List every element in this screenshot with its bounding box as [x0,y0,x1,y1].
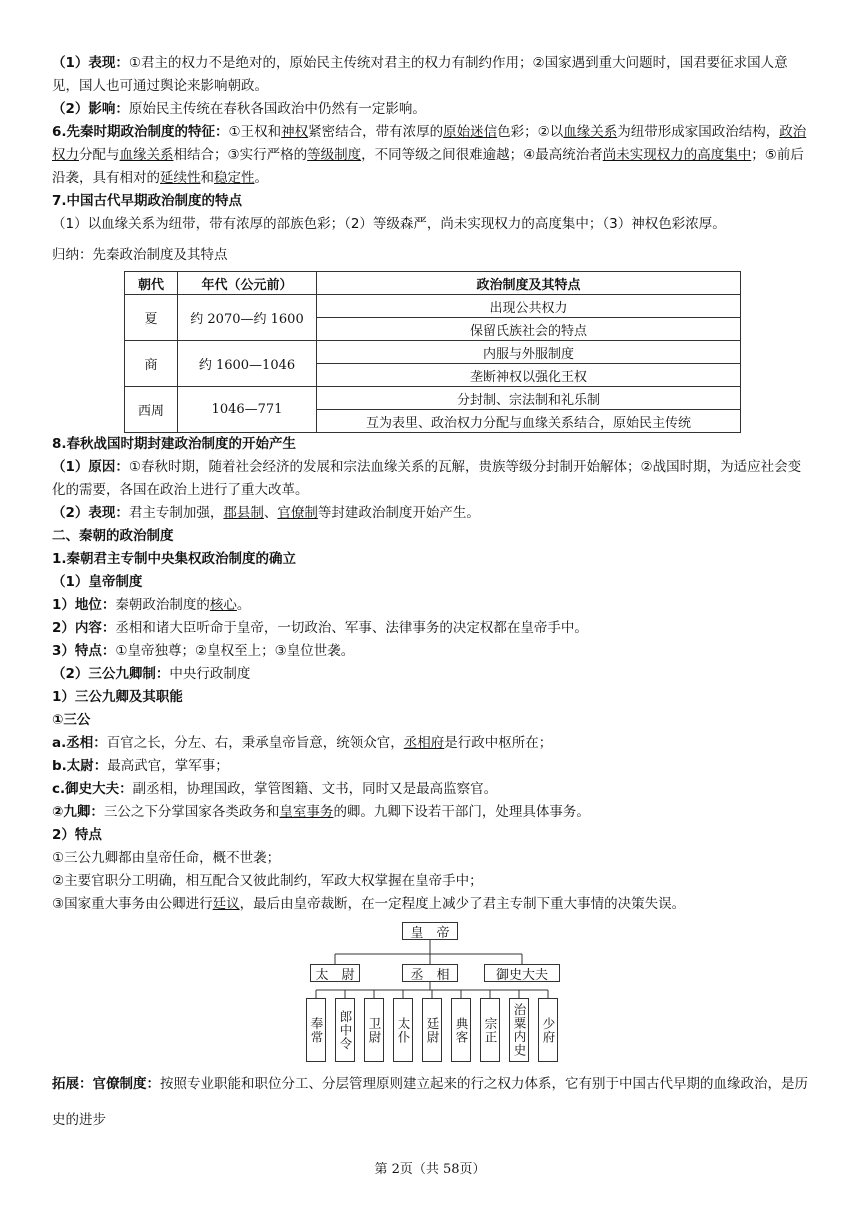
underlined-term: 延续性 [160,170,201,186]
taiwei-label: b.太尉： [52,758,108,774]
performance-paragraph [52,502,812,525]
text-run: 、 [263,505,278,521]
feature-cell: 内服与外服制度 [317,341,741,364]
table-row [125,341,741,364]
cause-text: ①春秋时期，随着社会经济的发展和宗法血缘关系的瓦解，贵族等级分封制开始解体；②战国时期，为适应社会变化的需要，各国在政治上进行了重大改革。 [52,459,802,498]
text-run: ，不同等级之间很难逾越；④最高统治者 [361,147,603,163]
table-header: 朝代 [125,272,178,295]
cause-paragraph [52,456,812,502]
underlined-term: 尚未实现权力的高度集中 [602,147,752,163]
section-7-heading: 7.中国古代早期政治制度的特点 [52,193,243,209]
underlined-term: 原始迷信 [443,124,498,140]
dynasty-cell: 夏 [125,295,178,341]
text-run: 百官之长，分左、右，秉承皇帝旨意，统领众官， [106,735,404,751]
influence-paragraph [52,98,812,121]
table-row [125,387,741,410]
manifestation-label: （1）表现： [52,55,129,71]
table-header: 政治制度及其特点 [317,272,741,295]
jiuqing-node: 奉常 [306,998,326,1062]
org-chart [52,916,812,1066]
section-2-heading: 二、秦朝的政治制度 [52,528,174,544]
sangong-jiuqing-text: 中央行政制度 [169,666,251,682]
text-run: 。 [254,170,268,186]
underlined-term: 皇室事务 [279,804,334,820]
text-run: 。 [236,597,251,613]
subsection-1-heading: 1.秦朝君主专制中央集权政治制度的确立 [52,551,297,567]
manifestation-paragraph [52,52,812,98]
sangong-jiuqing-paragraph [52,663,812,686]
jiuqing-paragraph [52,801,812,824]
feature-cell: 出现公共权力 [317,295,741,318]
underlined-term: 神权 [281,124,309,140]
jiuqing-label: ②九卿： [52,804,104,820]
section-8-heading: 8.春秋战国时期封建政治制度的开始产生 [52,436,297,452]
status-paragraph [52,594,812,617]
jiuqing-node: 宗正 [480,998,500,1062]
jiuqing-node: 郎中令 [335,998,355,1062]
chancellor-node: 丞 相 [402,964,458,982]
text-run: 三公之下分掌国家各类政务和 [103,804,280,820]
sangong-jiuqing-duties-heading: 1）三公九卿及其职能 [52,689,183,705]
underlined-term: 稳定性 [214,170,255,186]
performance-label: （2）表现： [52,505,129,521]
content-paragraph [52,617,812,640]
text-run: 等封建政治制度开始产生。 [317,505,480,521]
feature-cell: 分封制、宗法制和礼乐制 [317,387,741,410]
manifestation-text: ①君主的权力不是绝对的，原始民主传统对君主的权力有制约作用；②国家遇到重大问题时，国君要征求国人意见，国人也可通过舆论来影响朝政。 [52,55,788,94]
underlined-term: 血缘关系 [119,147,174,163]
sangong-jiuqing-label: （2）三公九卿制： [52,666,170,682]
feature-item: ②主要官职分工明确，相互配合又彼此制约，军政大权掌握在皇帝手中； [52,873,483,889]
taiwei-text: 最高武官，掌军事； [107,758,229,774]
years-cell: 约 2070—约 1600 [178,295,317,341]
jiuqing-node: 太仆 [393,998,413,1062]
underlined-term: 郡县制 [223,505,264,521]
jiuqing-node: 少府 [538,998,558,1062]
emperor-system-heading: （1）皇帝制度 [52,574,143,590]
content-label: 2）内容： [52,620,116,636]
text-run: 秦朝政治制度的 [115,597,210,613]
cause-label: （1）原因： [52,459,129,475]
feature-item [52,893,812,916]
traits-label: 3）特点： [52,643,116,659]
text-run: 分配与 [79,147,120,163]
summary-title: 归纳：先秦政治制度及其特点 [52,247,228,263]
expansion-text: 按照专业职能和职位分工、分层管理原则建立起来的行之权力体系，它有别于中国古代早期的血缘政治，是历史的进步 [52,1076,808,1128]
section-7-text: （1）以血缘关系为纽带，带有浓厚的部族色彩；（2）等级森严，尚未实现权力的高度集中；（3）神权色彩浓厚。 [52,216,726,232]
years-cell: 约 1600—1046 [178,341,317,387]
text-run: 和 [200,170,214,186]
table-row [125,295,741,318]
expansion-label: 拓展：官僚制度： [52,1076,160,1092]
text-run: 色彩；②以 [497,124,564,140]
underlined-term: 廷议 [212,896,240,912]
feature-cell: 保留氏族社会的特点 [317,318,741,341]
features-heading: 2）特点 [52,827,102,843]
underlined-term: 政治权力 [52,124,807,163]
emperor-node: 皇 帝 [402,922,458,940]
censor-label: c.御史大夫： [52,781,133,797]
text-run: ，最后由皇帝裁断，在一定程度上减少了君主专制下重大事情的决策失误。 [239,896,686,912]
text-run: 紧密结合，带有浓厚的 [308,124,444,140]
section-6-heading: 6.先秦时期政治制度的特征： [52,124,229,140]
traits-paragraph [52,640,812,663]
jiuqing-node: 廷尉 [422,998,442,1062]
traits-text: ①皇帝独尊；②皇权至上；③皇位世袭。 [115,643,355,659]
dynasty-cell: 西周 [125,387,178,433]
table-header: 年代（公元前） [178,272,317,295]
feature-cell: 互为表里、政治权力分配与血缘关系结合，原始民主传统 [317,410,741,433]
dynasty-cell: 商 [125,341,178,387]
sangong-heading: ①三公 [52,712,91,728]
text-run: ①王权和 [228,124,282,140]
text-run: 的卿。九卿下设若干部门，处理具体事务。 [333,804,590,820]
page-content [52,52,812,1138]
underlined-term: 官僚制 [277,505,318,521]
text-run: 相结合；③实行严格的 [173,147,308,163]
years-cell: 1046—771 [178,387,317,433]
feature-cell: 垄断神权以强化王权 [317,364,741,387]
censor-node: 御史大夫 [484,964,560,982]
status-label: 1）地位： [52,597,116,613]
underlined-term: 等级制度 [307,147,362,163]
influence-label: （2）影响： [52,101,129,117]
feature-item: ①三公九卿都由皇帝任命，概不世袭； [52,850,281,866]
jiuqing-node: 卫尉 [364,998,384,1062]
jiuqing-node: 典客 [451,998,471,1062]
censor-paragraph [52,778,812,801]
chancellor-paragraph [52,732,812,755]
chancellor-label: a.丞相： [52,735,107,751]
expansion-paragraph [52,1066,812,1138]
text-run: 为纽带形成家国政治结构， [617,124,780,140]
taiwei-paragraph [52,755,812,778]
underlined-term: 核心 [209,597,237,613]
underlined-term: 丞相府 [403,735,445,751]
section-6-paragraph [52,121,812,190]
text-run: ；⑤前后沿袭，具有相对的 [52,147,804,186]
text-run: 君主专制加强， [128,505,224,521]
dynasty-table [124,271,741,433]
influence-text: 原始民主传统在春秋各国政治中仍然有一定影响。 [128,101,426,117]
underlined-term: 血缘关系 [563,124,618,140]
text-run: ③国家重大事务由公卿进行 [52,896,213,912]
table-header-row [125,272,741,295]
page-footer: 第 2页（共 58页） [374,1162,486,1177]
content-text: 丞相和诸大臣听命于皇帝，一切政治、军事、法律事务的决定权都在皇帝手中。 [115,620,588,636]
taiwei-node: 太 尉 [310,964,360,982]
jiuqing-node: 治粟内史 [509,998,529,1062]
censor-text: 副丞相，协理国政，掌管图籍、文书，同时又是最高监察官。 [132,781,498,797]
text-run: 是行政中枢所在； [444,735,553,751]
